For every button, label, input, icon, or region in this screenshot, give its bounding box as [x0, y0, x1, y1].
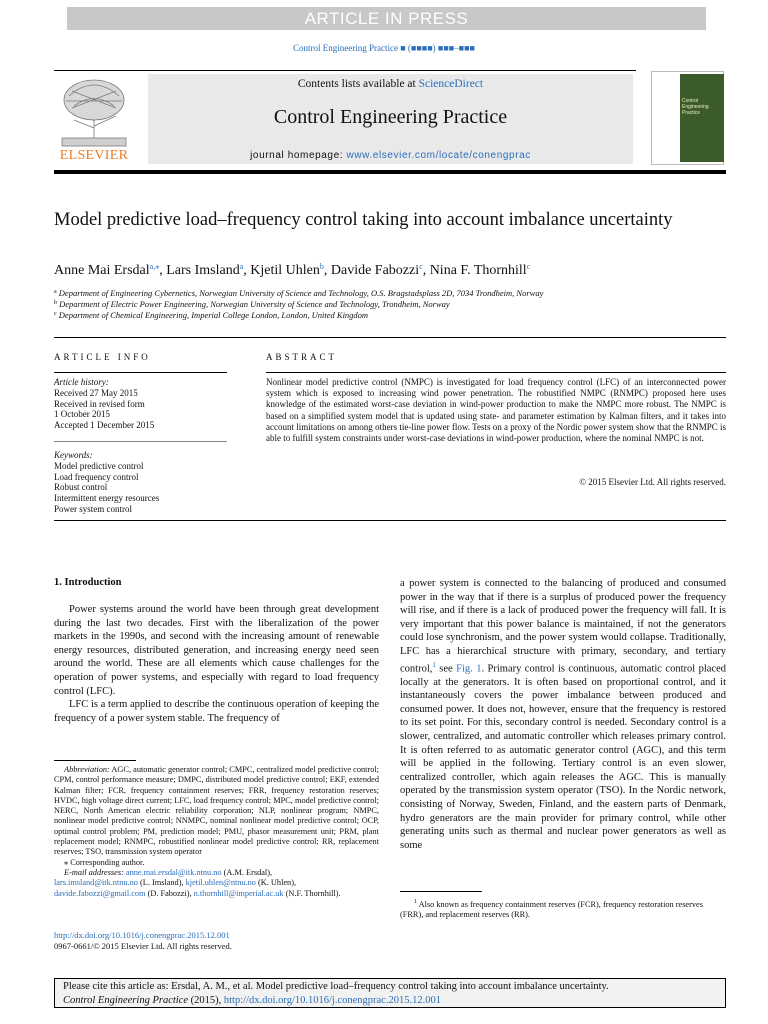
- corresponding-author: ⁎ Corresponding author.: [64, 857, 145, 867]
- paragraph-text: see: [435, 663, 457, 675]
- email-line: [54, 878, 379, 888]
- email-link[interactable]: n.thornhill@imperial.ac.uk: [193, 888, 284, 898]
- keyword[interactable]: Intermittent energy resources: [54, 493, 160, 504]
- author-affil-mark[interactable]: c: [419, 262, 423, 271]
- citation-line: Please cite this article as: Ersdal, A. M., et al. Model predictive load–frequency control taking into account imbalance uncertainty.: [63, 981, 609, 992]
- abbrev-text: AGC, automatic generator control; CMPC, centralized model predictive control; CPM, control performance measure; DMPC, distributed model predictive control; EKF, extended Kalman filter; FCR, frequency containment reserves; FRR, frequency restoration reserves; HVDC, high voltage direct current; LFC, load frequency control; MPC, model predictive control; NERC, North American electric reliability corporation; NLP, nonlinear program; NMPC, nonlinear model predictive control; NNMPC, nominal nonlinear model predictive control; OCP, optimal control problem; PM, prediction model; PMU, phasor measurement unit; PRM, plant replacement model; RNMPC, robustified nonlinear model predictive control; RR, replacement reserves; TSO, transmission system operator: [54, 765, 379, 857]
- affiliation-text: Department of Chemical Engineering, Imperial College London, London, United Kingdom: [58, 310, 369, 320]
- email-link[interactable]: kjetil.uhlen@ntnu.no: [185, 878, 256, 888]
- affiliation-text: Department of Engineering Cybernetics, Norwegian University of Science and Technology, O.S. Bragstadsplass 2D, 7034 Trondheim, Norway: [58, 288, 544, 298]
- affiliation-text: Department of Electric Power Engineering, Norwegian University of Science and Technology, Trondheim, Norway: [59, 299, 450, 309]
- author-affil-mark[interactable]: a,⁎: [149, 262, 160, 271]
- author-name[interactable]: Anne Mai Ersdal: [54, 263, 150, 278]
- abbreviation-footnote: [54, 765, 379, 858]
- email-owner: (K. Uhlen),: [255, 878, 297, 888]
- doi-block: [54, 930, 232, 952]
- paragraph-text: a power system is connected to the balancing of produced and consumed power in the way that if there is a surplus of produced power the frequency will rise, and if there is a lack of produced power the frequency will fall. It is very important that this power balance is maintained, if not the generators could lose synchronism, and the power system would collapse. Traditionally, LFC has a hierarchical structure with primary, secondary, and tertiary control,: [400, 578, 726, 675]
- abstract-text: Nonlinear model predictive control (NMPC) is investigated for load frequency control (LFC) of an interconnected power system which is exposed to increasing wind power penetration. The robustified NMPC (RNMPC) proposed here uses knowledge of the estimated worst-case deviation in wind-power production to make the NMPC more robust. The NMPC is based on a simplified system model that is updated using state- and parameter estimation by Kalman filters, and it takes into account limitations on among others tie-line power flow. Tests on a proxy of the Nordic power system show that the RNMPC is able to fulfill system constraints under worst-case deviations in wind-power production, where the nominal NMPC is not.: [266, 377, 726, 444]
- abstract-heading: ABSTRACT: [266, 352, 338, 362]
- sciencedirect-link[interactable]: ScienceDirect: [418, 78, 484, 90]
- author-affil-mark[interactable]: a: [239, 262, 244, 271]
- info-rule: [54, 372, 227, 373]
- history-label: Article history:: [54, 377, 109, 387]
- body-column-right: [400, 577, 726, 852]
- figure-link[interactable]: Fig. 1: [456, 663, 482, 675]
- affiliation: [54, 288, 734, 298]
- author-list: Anne Mai Ersdal$^{a,⁎}$, Lars Imsland$^a$, Kjetil Uhlen$^b$, Davide Fabozzi$^c$, Nina F. Thornhill$^c$: [54, 262, 531, 278]
- email-line: [54, 889, 379, 899]
- contents-prefix: Contents lists available at: [297, 78, 419, 90]
- keywords-label: Keywords:: [54, 450, 93, 460]
- email-link[interactable]: lars.imsland@itk.ntnu.no: [54, 878, 138, 888]
- section-rule: [54, 520, 726, 521]
- issn-line: 0967-0661/© 2015 Elsevier Ltd. All rights reserved.: [54, 941, 232, 951]
- email-owner: (D. Fabozzi),: [145, 888, 194, 898]
- author-name[interactable]: Nina F. Thornhill: [429, 263, 527, 278]
- affiliation: [54, 310, 734, 320]
- abbrev-label: Abbreviation:: [64, 765, 110, 774]
- footnote-rule: [54, 760, 136, 761]
- keywords: [54, 450, 234, 515]
- article-history: [54, 377, 234, 431]
- email-owner: (N.F. Thornhill).: [283, 888, 341, 898]
- footnote-mark: 1: [414, 899, 417, 905]
- elsevier-wordmark: ELSEVIER: [59, 148, 129, 163]
- section-heading-introduction: 1. Introduction: [54, 577, 122, 588]
- article-info-heading: ARTICLE INFO: [54, 352, 151, 362]
- email-footnote: [54, 868, 379, 878]
- history-line: 1 October 2015: [54, 409, 110, 420]
- keyword[interactable]: Robust control: [54, 482, 108, 493]
- author-name[interactable]: Kjetil Uhlen: [250, 263, 320, 278]
- history-line: Accepted 1 December 2015: [54, 420, 155, 431]
- paragraph: LFC is a term applied to describe the continuous operation of keeping the frequency of a power system stable. The frequency of: [54, 699, 379, 724]
- info-rule: [54, 441, 227, 442]
- keyword[interactable]: Model predictive control: [54, 460, 144, 471]
- affiliation-mark: b: [54, 300, 57, 306]
- doi-link[interactable]: http://dx.doi.org/10.1016/j.conengprac.2015.12.001: [54, 930, 230, 940]
- paragraph: Power systems around the world have been through great development during the last two decades. First with the liberalization of the power markets in the 1990s, and second with the increasing amount of renewable energy resources, distributed generation, and increasing energy need seen around the world. These are all elements which cause challenges for the operation of power systems, and especially with regard to load frequency control (LFC).: [54, 604, 379, 697]
- history-line: Received in revised form: [54, 398, 145, 409]
- footnotes-left: [54, 765, 379, 899]
- email-label: E-mail addresses:: [64, 867, 124, 877]
- header-rule-top: [54, 70, 636, 71]
- header-rule-thick: [54, 170, 726, 174]
- citation-line: [63, 994, 717, 1008]
- affiliation-mark: a: [54, 289, 57, 295]
- section-rule: [54, 337, 726, 338]
- journal-title: Control Engineering Practice: [273, 106, 508, 128]
- footnote-rule: [400, 891, 482, 892]
- citation-journal: Control Engineering Practice: [63, 994, 189, 1006]
- footnote-ref[interactable]: 1: [432, 660, 436, 669]
- author-affil-mark[interactable]: c: [526, 262, 531, 271]
- history-line: Received 27 May 2015: [54, 387, 138, 398]
- citation-box: [54, 978, 726, 1008]
- journal-cover-thumbnail: [651, 71, 724, 165]
- footnote-text: Also known as frequency containment reserves (FCR), frequency restoration reserves (FRR), and replacement reserves (RR).: [400, 899, 703, 920]
- body-column-left: [54, 603, 379, 725]
- cover-title: Control Engineering Practice: [682, 98, 709, 116]
- journal-reference[interactable]: Control Engineering Practice ■ (■■■■) ■■■–■■■: [292, 43, 475, 53]
- footnote-1: [400, 897, 726, 920]
- email-owner: (A.M. Ersdal),: [221, 867, 273, 877]
- author-name[interactable]: Davide Fabozzi: [330, 263, 420, 278]
- email-link[interactable]: anne.mai.ersdal@itk.ntnu.no: [125, 867, 222, 877]
- cover-panel: [680, 74, 724, 162]
- email-link[interactable]: davide.fabozzi@gmail.com: [54, 888, 146, 898]
- keyword[interactable]: Load frequency control: [54, 471, 139, 482]
- paragraph-text: . Primary control is continuous, automatic control placed locally at the generators. It is often based on proportional control, and it instantaneously covers the power imbalance between produced and consumed power. It does not, however, ensure that the frequency is restored to its set point. For this, secondary control is needed. Secondary control is a slower, centralized, and automatic controller which releases primary control. It is often referred to as automatic generator control (AGC), and this term will be applied in the following. Tertiary control is an even slower, centralized controller, which again releases the AGC. This is manually operated by the transmission system operator (TSO). In the Nordic network, consisting of Norway, Sweden, Finland, and the eastern parts of Denmark, hydro generators are the main provider for primary control, while other generating units such as thermal and nuclear power generators as well as some: [400, 663, 726, 851]
- keyword[interactable]: Power system control: [54, 503, 132, 514]
- copyright-notice: © 2015 Elsevier Ltd. All rights reserved.: [579, 477, 726, 487]
- affiliation: [54, 299, 734, 309]
- email-owner: (L. Imsland),: [137, 878, 186, 888]
- journal-homepage-line: [148, 150, 633, 161]
- abstract-rule: [266, 372, 726, 373]
- citation-year: (2015),: [188, 994, 224, 1006]
- homepage-label: journal homepage:: [250, 150, 347, 161]
- article-title: Model predictive load–frequency control taking into account imbalance uncertainty: [54, 210, 673, 230]
- affiliation-mark: c: [54, 311, 57, 317]
- contents-available-line: [148, 78, 633, 90]
- author-name[interactable]: Lars Imsland: [166, 263, 240, 278]
- homepage-link[interactable]: www.elsevier.com/locate/conengprac: [346, 150, 531, 161]
- citation-doi-link[interactable]: http://dx.doi.org/10.1016/j.conengprac.2015.12.001: [223, 994, 441, 1006]
- author-affil-mark[interactable]: b: [319, 262, 324, 271]
- article-in-press-banner: ARTICLE IN PRESS: [67, 7, 706, 30]
- paragraph: [400, 577, 726, 852]
